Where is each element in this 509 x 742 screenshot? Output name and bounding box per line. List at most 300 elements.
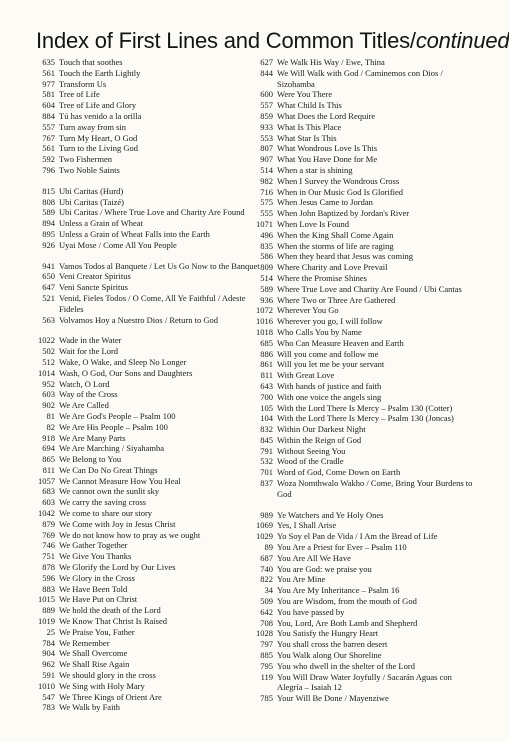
index-entry bbox=[256, 359, 474, 370]
index-entry bbox=[38, 681, 264, 692]
index-column-left bbox=[38, 57, 264, 713]
index-entry bbox=[38, 379, 264, 390]
first-line-text: Wake, O Wake, and Sleep No Longer bbox=[59, 356, 187, 367]
index-entry bbox=[256, 327, 474, 338]
hymn-number: 791 bbox=[260, 445, 273, 456]
first-line-text: You who dwell in the shelter of the Lord bbox=[277, 660, 415, 671]
hymn-number: 746 bbox=[42, 540, 55, 551]
first-line-text: When a star is shining bbox=[277, 164, 353, 175]
first-line-text: What Is This Place bbox=[277, 121, 342, 132]
index-entry bbox=[38, 465, 264, 476]
index-entry bbox=[256, 478, 474, 500]
hymn-number: 561 bbox=[42, 143, 55, 154]
hymn-number: 751 bbox=[42, 551, 55, 562]
hymn-number: 837 bbox=[260, 478, 273, 489]
hymn-number: 575 bbox=[260, 197, 273, 208]
index-entry bbox=[256, 111, 474, 122]
hymn-number: 502 bbox=[42, 346, 55, 357]
first-line-text: You Walk along Our Shoreline bbox=[277, 650, 382, 661]
hymn-number: 561 bbox=[42, 67, 55, 78]
index-entry bbox=[256, 381, 474, 392]
first-line-text: Touch the Earth Lightly bbox=[59, 67, 141, 78]
first-line-text: Turn My Heart, O God bbox=[59, 132, 138, 143]
first-line-text: Ubi Caritas (Hurd) bbox=[59, 185, 124, 196]
index-entry bbox=[256, 197, 474, 208]
hymn-number: 1029 bbox=[256, 531, 273, 542]
index-entry bbox=[38, 476, 264, 487]
first-line-text: Where the Promise Shines bbox=[277, 272, 367, 283]
first-line-text: With one voice the angels sing bbox=[277, 391, 382, 402]
index-entry bbox=[38, 659, 264, 670]
index-entry bbox=[256, 510, 474, 521]
index-entry bbox=[256, 273, 474, 284]
hymn-number: 796 bbox=[42, 164, 55, 175]
hymn-number: 25 bbox=[46, 626, 55, 637]
hymn-number: 785 bbox=[260, 693, 273, 704]
hymn-number: 740 bbox=[260, 563, 273, 574]
hymn-number: 886 bbox=[260, 348, 273, 359]
hymn-number: 592 bbox=[42, 154, 55, 165]
hymn-number: 521 bbox=[42, 292, 55, 303]
hymn-number: 514 bbox=[260, 164, 273, 175]
index-entry bbox=[256, 305, 474, 316]
hymn-number: 82 bbox=[46, 421, 55, 432]
index-entry bbox=[256, 392, 474, 403]
hymn-number: 581 bbox=[42, 89, 55, 100]
index-entry bbox=[38, 315, 264, 326]
first-line-text: Wash, O God, Our Sons and Daughters bbox=[59, 367, 193, 378]
first-line-text: When the storms of life are raging bbox=[277, 240, 394, 251]
hymn-number: 635 bbox=[42, 57, 55, 67]
first-line-text: When Love Is Found bbox=[277, 218, 350, 229]
hymn-number: 769 bbox=[42, 529, 55, 540]
index-entry bbox=[256, 241, 474, 252]
index-entry bbox=[256, 89, 474, 100]
first-line-text: You are Wisdom, from the mouth of God bbox=[277, 596, 417, 607]
index-entry bbox=[38, 562, 264, 573]
first-line-text: When in Our Music God Is Glorified bbox=[277, 186, 404, 197]
index-entry bbox=[38, 229, 264, 240]
hymn-number: 933 bbox=[260, 121, 273, 132]
index-entry bbox=[38, 400, 264, 411]
hymn-number: 600 bbox=[260, 89, 273, 100]
first-line-text: We Walk by Faith bbox=[59, 702, 121, 713]
hymn-number: 563 bbox=[42, 314, 55, 325]
index-entry bbox=[256, 403, 474, 414]
first-line-text: Your Will Be Done / Mayenziwe bbox=[277, 693, 389, 704]
hymn-number: 650 bbox=[42, 271, 55, 282]
index-entry bbox=[38, 79, 264, 90]
first-line-text: When John Baptized by Jordan's River bbox=[277, 208, 410, 219]
hymn-number: 1072 bbox=[256, 305, 273, 316]
hymn-number: 589 bbox=[260, 283, 273, 294]
first-line-text: Venid, Fieles Todos / O Come, All Ye Faithful / Adeste Fideles bbox=[59, 292, 246, 314]
hymn-number: 894 bbox=[42, 218, 55, 229]
index-entry bbox=[256, 316, 474, 327]
hymn-number: 1014 bbox=[38, 367, 55, 378]
first-line-text: Veni Sancte Spiritus bbox=[59, 282, 128, 293]
index-entry bbox=[38, 154, 264, 165]
first-line-text: We come to share our story bbox=[59, 508, 153, 519]
first-line-text: Will you come and follow me bbox=[277, 348, 379, 359]
hymn-number: 822 bbox=[260, 574, 273, 585]
first-line-text: We do not know how to pray as we ought bbox=[59, 529, 201, 540]
index-entry bbox=[256, 100, 474, 111]
index-entry bbox=[38, 122, 264, 133]
hymn-number: 1071 bbox=[256, 218, 273, 229]
hymn-number: 104 bbox=[260, 413, 273, 424]
first-line-text: You Are My Inheritance – Psalm 16 bbox=[277, 585, 400, 596]
index-entry bbox=[256, 284, 474, 295]
hymn-number: 809 bbox=[260, 262, 273, 273]
hymn-number: 532 bbox=[260, 456, 273, 467]
index-entry bbox=[256, 208, 474, 219]
index-entry bbox=[38, 261, 264, 272]
index-entry bbox=[256, 349, 474, 360]
index-entry bbox=[256, 230, 474, 241]
index-entry bbox=[256, 672, 474, 694]
index-entry bbox=[38, 594, 264, 605]
first-line-text: With the Lord There Is Mercy – Psalm 130 (Cotter) bbox=[277, 402, 453, 413]
first-line-text: Wood of the Cradle bbox=[277, 456, 344, 467]
index-entry bbox=[256, 574, 474, 585]
first-line-text: We Are God's People – Psalm 100 bbox=[59, 410, 176, 421]
first-line-text: Uyai Mose / Come All You People bbox=[59, 239, 177, 250]
hymn-number: 1015 bbox=[38, 594, 55, 605]
index-entry bbox=[38, 605, 264, 616]
first-line-text: Transform Us bbox=[59, 78, 107, 89]
index-entry bbox=[256, 456, 474, 467]
first-line-text: When Jesus Came to Jordan bbox=[277, 197, 373, 208]
index-entry bbox=[38, 551, 264, 562]
first-line-text: We cannot own the sunlit sky bbox=[59, 486, 160, 497]
hymn-number: 512 bbox=[42, 356, 55, 367]
hymn-number: 861 bbox=[260, 359, 273, 370]
index-entry bbox=[38, 530, 264, 541]
index-entry bbox=[256, 596, 474, 607]
first-line-text: We Know That Christ Is Raised bbox=[59, 616, 167, 627]
index-entry bbox=[256, 57, 474, 68]
hymn-number: 557 bbox=[42, 121, 55, 132]
index-entry bbox=[256, 639, 474, 650]
index-entry bbox=[38, 638, 264, 649]
first-line-text: We Cannot Measure How You Heal bbox=[59, 475, 181, 486]
index-entry bbox=[256, 338, 474, 349]
hymn-number: 918 bbox=[42, 432, 55, 443]
first-line-text: Turn to the Living God bbox=[59, 143, 139, 154]
first-line-text: You Are Mine bbox=[277, 574, 326, 585]
first-line-text: We should glory in the cross bbox=[59, 670, 156, 681]
first-line-text: We carry the saving cross bbox=[59, 497, 147, 508]
first-line-text: Turn away from sin bbox=[59, 121, 126, 132]
hymn-number: 767 bbox=[42, 132, 55, 143]
index-entry bbox=[38, 143, 264, 154]
index-entry bbox=[256, 176, 474, 187]
hymn-number: 902 bbox=[42, 400, 55, 411]
hymn-number: 883 bbox=[42, 583, 55, 594]
first-line-text: When the King Shall Come Again bbox=[277, 229, 394, 240]
first-line-text: Within the Reign of God bbox=[277, 434, 362, 445]
first-line-text: What Wondrous Love Is This bbox=[277, 143, 378, 154]
hymn-number: 795 bbox=[260, 660, 273, 671]
first-line-text: Without Seeing You bbox=[277, 445, 346, 456]
index-entry bbox=[38, 540, 264, 551]
index-entry bbox=[38, 165, 264, 176]
hymn-number: 708 bbox=[260, 617, 273, 628]
first-line-text: We Glory in the Cross bbox=[59, 572, 135, 583]
first-line-text: Unless a Grain of Wheat Falls into the Earth bbox=[59, 228, 210, 239]
hymn-number: 514 bbox=[260, 272, 273, 283]
index-entry bbox=[38, 443, 264, 454]
first-line-text: We Have Put on Christ bbox=[59, 594, 138, 605]
hymn-number: 701 bbox=[260, 467, 273, 478]
hymn-number: 642 bbox=[260, 606, 273, 617]
hymn-number: 1028 bbox=[256, 628, 273, 639]
index-entry bbox=[38, 648, 264, 659]
index-entry bbox=[38, 368, 264, 379]
hymn-number: 34 bbox=[264, 585, 273, 596]
index-entry bbox=[38, 486, 264, 497]
first-line-text: What Does the Lord Require bbox=[277, 110, 376, 121]
first-line-text: Wade in the Water bbox=[59, 335, 122, 346]
first-line-text: Wherever you go, I will follow bbox=[277, 316, 383, 327]
title-continued: continued bbox=[415, 28, 509, 53]
index-entry bbox=[38, 111, 264, 122]
first-line-text: Word of God, Come Down on Earth bbox=[277, 467, 401, 478]
hymn-number: 784 bbox=[42, 637, 55, 648]
hymn-number: 627 bbox=[260, 57, 273, 67]
hymn-number: 878 bbox=[42, 562, 55, 573]
index-entry bbox=[38, 616, 264, 627]
first-line-text: We Give You Thanks bbox=[59, 551, 132, 562]
group-spacer bbox=[38, 251, 264, 261]
first-line-text: What You Have Done for Me bbox=[277, 154, 378, 165]
first-line-text: What Child Is This bbox=[277, 100, 342, 111]
index-entry bbox=[38, 497, 264, 508]
first-line-text: Yes, I Shall Arise bbox=[277, 520, 337, 531]
first-line-text: Watch, O Lord bbox=[59, 378, 110, 389]
index-entry bbox=[38, 293, 264, 315]
first-line-text: We Are Many Parts bbox=[59, 432, 126, 443]
index-entry bbox=[256, 585, 474, 596]
hymn-number: 1019 bbox=[38, 616, 55, 627]
hymn-number: 865 bbox=[42, 454, 55, 465]
index-entry bbox=[38, 218, 264, 229]
group-spacer bbox=[38, 325, 264, 335]
index-entry bbox=[256, 553, 474, 564]
index-entry bbox=[38, 186, 264, 197]
index-entry bbox=[256, 424, 474, 435]
first-line-text: We Are Called bbox=[59, 400, 109, 411]
first-line-text: Where True Love and Charity Are Found / Ubi Cantas bbox=[277, 283, 462, 294]
hymn-number: 694 bbox=[42, 443, 55, 454]
hymn-number: 844 bbox=[260, 67, 273, 78]
first-line-text: Will you let me be your servant bbox=[277, 359, 385, 370]
first-line-text: Ubi Caritas (Taizé) bbox=[59, 196, 125, 207]
first-line-text: We Praise You, Father bbox=[59, 626, 135, 637]
hymn-number: 1016 bbox=[256, 316, 273, 327]
index-entry bbox=[256, 154, 474, 165]
first-line-text: We Glorify the Lord by Our Lives bbox=[59, 562, 176, 573]
hymn-number: 105 bbox=[260, 402, 273, 413]
hymn-number: 1010 bbox=[38, 680, 55, 691]
first-line-text: Way of the Cross bbox=[59, 389, 118, 400]
index-entry bbox=[38, 670, 264, 681]
index-entry bbox=[38, 584, 264, 595]
hymn-number: 815 bbox=[42, 185, 55, 196]
hymn-number: 879 bbox=[42, 518, 55, 529]
index-entry bbox=[38, 89, 264, 100]
first-line-text: Tree of Life and Glory bbox=[59, 100, 137, 111]
first-line-text: You Are a Priest for Ever – Psalm 110 bbox=[277, 542, 407, 553]
hymn-number: 977 bbox=[42, 78, 55, 89]
hymn-number: 596 bbox=[42, 572, 55, 583]
index-entry bbox=[38, 454, 264, 465]
first-line-text: Two Noble Saints bbox=[59, 164, 120, 175]
index-entry bbox=[38, 411, 264, 422]
hymn-number: 962 bbox=[42, 659, 55, 670]
first-line-text: You, Lord, Are Both Lamb and Shepherd bbox=[277, 617, 418, 628]
first-line-text: Two Fishermen bbox=[59, 154, 112, 165]
first-line-text: Veni Creator Spiritus bbox=[59, 271, 131, 282]
index-entry bbox=[256, 650, 474, 661]
index-entry bbox=[38, 627, 264, 638]
first-line-text: We Will Walk with God / Caminemos con Dios / Sizohamba bbox=[277, 67, 443, 89]
hymn-number: 119 bbox=[260, 671, 273, 682]
first-line-text: You have passed by bbox=[277, 606, 345, 617]
index-entry bbox=[38, 197, 264, 208]
first-line-text: When they heard that Jesus was coming bbox=[277, 251, 413, 262]
first-line-text: With the Lord There Is Mercy – Psalm 130 (Joncas) bbox=[277, 413, 454, 424]
hymn-number: 547 bbox=[42, 691, 55, 702]
hymn-number: 1057 bbox=[38, 475, 55, 486]
index-entry bbox=[256, 531, 474, 542]
first-line-text: Where Charity and Love Prevail bbox=[277, 262, 388, 273]
hymn-number: 811 bbox=[260, 370, 273, 381]
first-line-text: Were You There bbox=[277, 89, 333, 100]
hymn-number: 685 bbox=[260, 337, 273, 348]
index-entry bbox=[256, 295, 474, 306]
group-spacer bbox=[256, 500, 474, 510]
index-entry bbox=[256, 262, 474, 273]
hymn-number: 808 bbox=[42, 196, 55, 207]
first-line-text: We Come with Joy in Jesus Christ bbox=[59, 518, 176, 529]
index-entry bbox=[256, 187, 474, 198]
first-line-text: We Gather Together bbox=[59, 540, 128, 551]
hymn-number: 783 bbox=[42, 702, 55, 713]
first-line-text: We Belong to You bbox=[59, 454, 122, 465]
first-line-text: Volvamos Hoy a Nuestro Dios / Return to God bbox=[59, 314, 218, 325]
index-entry bbox=[256, 413, 474, 424]
first-line-text: Unless a Grain of Wheat bbox=[59, 218, 143, 229]
first-line-text: We Have Been Told bbox=[59, 583, 128, 594]
first-line-text: We hold the death of the Lord bbox=[59, 605, 161, 616]
index-entry bbox=[38, 357, 264, 368]
hymn-number: 603 bbox=[42, 389, 55, 400]
hymn-number: 683 bbox=[42, 486, 55, 497]
index-entry bbox=[38, 207, 264, 218]
index-entry bbox=[256, 693, 474, 704]
index-entry bbox=[38, 240, 264, 251]
hymn-number: 591 bbox=[42, 670, 55, 681]
hymn-number: 845 bbox=[260, 434, 273, 445]
index-entry bbox=[38, 573, 264, 584]
hymn-number: 889 bbox=[42, 605, 55, 616]
first-line-text: You Are All We Have bbox=[277, 552, 351, 563]
hymn-number: 811 bbox=[42, 464, 55, 475]
index-entry bbox=[38, 422, 264, 433]
index-entry bbox=[38, 271, 264, 282]
hymn-number: 884 bbox=[42, 110, 55, 121]
first-line-text: We Shall Rise Again bbox=[59, 659, 130, 670]
first-line-text: Who Can Measure Heaven and Earth bbox=[277, 337, 404, 348]
hymn-number: 496 bbox=[260, 229, 273, 240]
index-entry bbox=[256, 628, 474, 639]
index-entry bbox=[256, 564, 474, 575]
index-entry bbox=[256, 219, 474, 230]
first-line-text: Wherever You Go bbox=[277, 305, 339, 316]
index-entry bbox=[38, 57, 264, 68]
hymn-number: 797 bbox=[260, 639, 273, 650]
first-line-text: Vamos Todos al Banquete / Let Us Go Now to the Banquet bbox=[59, 260, 260, 271]
hymn-number: 647 bbox=[42, 282, 55, 293]
first-line-text: You are God: we praise you bbox=[277, 563, 372, 574]
index-entry bbox=[38, 68, 264, 79]
hymn-number: 907 bbox=[260, 154, 273, 165]
first-line-text: When I Survey the Wondrous Cross bbox=[277, 175, 400, 186]
first-line-text: With Great Love bbox=[277, 370, 335, 381]
first-line-text: We Walk His Way / Ewe, Thina bbox=[277, 57, 385, 67]
index-entry bbox=[256, 446, 474, 457]
hymn-number: 952 bbox=[42, 378, 55, 389]
hymn-number: 895 bbox=[42, 228, 55, 239]
first-line-text: Wait for the Lord bbox=[59, 346, 119, 357]
index-entry bbox=[256, 520, 474, 531]
hymn-number: 700 bbox=[260, 391, 273, 402]
index-entry bbox=[38, 100, 264, 111]
first-line-text: We Are Marching / Siyahamba bbox=[59, 443, 165, 454]
hymn-number: 716 bbox=[260, 186, 273, 197]
hymn-number: 1018 bbox=[256, 326, 273, 337]
index-column-right bbox=[256, 57, 474, 704]
first-line-text: Ye Watchers and Ye Holy Ones bbox=[277, 509, 384, 520]
first-line-text: Where Two or Three Are Gathered bbox=[277, 294, 396, 305]
index-entry bbox=[38, 519, 264, 530]
hymn-number: 885 bbox=[260, 650, 273, 661]
first-line-text: We Shall Overcome bbox=[59, 648, 128, 659]
first-line-text: We Can Do No Great Things bbox=[59, 464, 158, 475]
hymn-number: 555 bbox=[260, 208, 273, 219]
hymn-number: 982 bbox=[260, 175, 273, 186]
index-entry bbox=[256, 68, 474, 90]
index-entry bbox=[256, 251, 474, 262]
index-entry bbox=[38, 508, 264, 519]
index-entry bbox=[38, 692, 264, 703]
first-line-text: We Sing with Holy Mary bbox=[59, 680, 145, 691]
hymn-number: 832 bbox=[260, 424, 273, 435]
first-line-text: You Will Draw Water Joyfully / Sacarán Aguas con Alegría – Isaiah 12 bbox=[277, 671, 452, 693]
hymn-number: 835 bbox=[260, 240, 273, 251]
index-entry bbox=[256, 542, 474, 553]
hymn-number: 1022 bbox=[38, 335, 55, 346]
first-line-text: We Are His People – Psalm 100 bbox=[59, 421, 168, 432]
hymn-number: 941 bbox=[42, 260, 55, 271]
index-entry bbox=[256, 143, 474, 154]
index-entry bbox=[256, 133, 474, 144]
first-line-text: Within Our Darkest Night bbox=[277, 424, 366, 435]
hymn-number: 807 bbox=[260, 143, 273, 154]
index-entry bbox=[256, 607, 474, 618]
